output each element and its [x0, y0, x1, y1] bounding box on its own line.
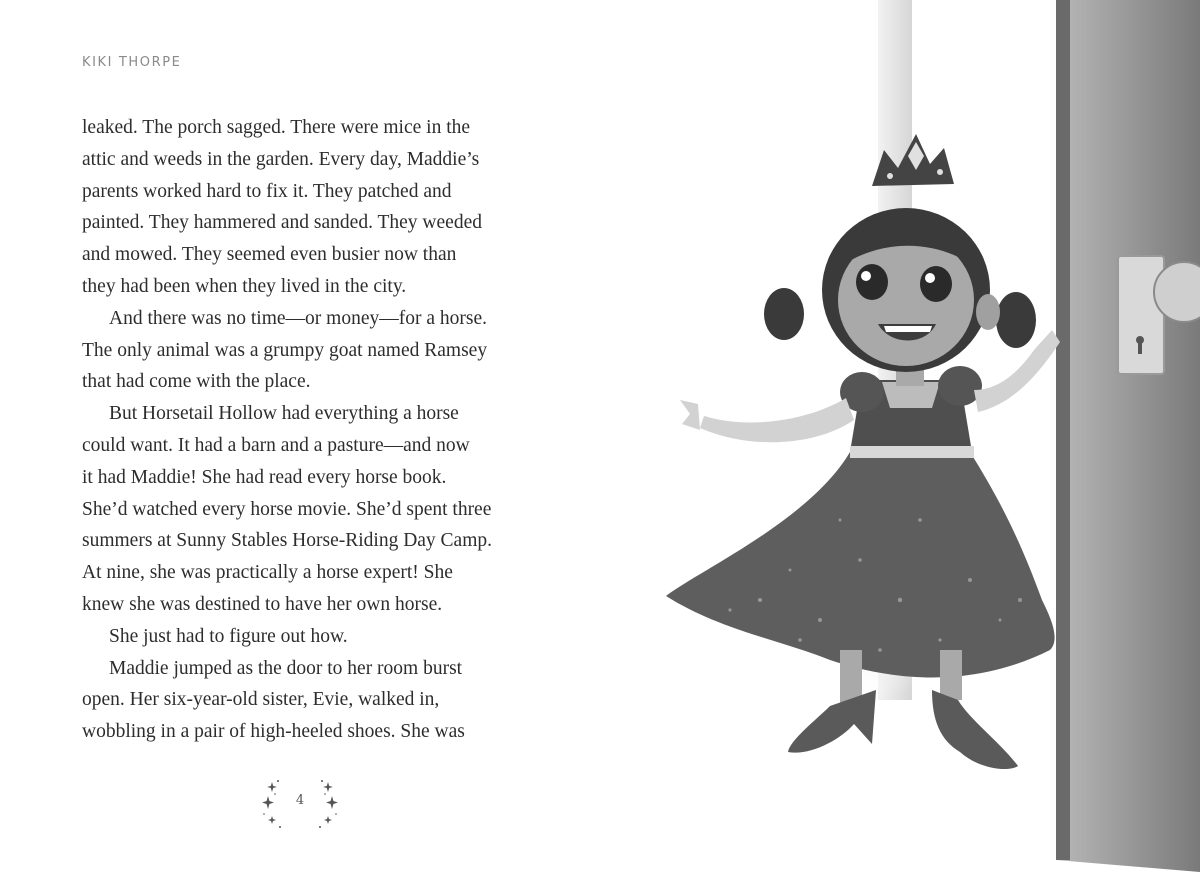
- text-line: open. Her six-year-old sister, Evie, walked in,: [82, 689, 440, 711]
- page-number: 4: [295, 793, 305, 808]
- text-line: attic and weeds in the garden. Every day, Maddie’s: [82, 148, 480, 170]
- text-line: The only animal was a grumpy goat named Ramsey: [82, 339, 488, 361]
- running-head: KIKI THORPE: [82, 55, 182, 70]
- text-line: parents worked hard to fix it. They patched and: [82, 180, 452, 202]
- text-line: At nine, she was practically a horse expert! She: [82, 562, 453, 584]
- text-line: But Horsetail Hollow had everything a horse: [109, 403, 459, 425]
- text-line: painted. They hammered and sanded. They weeded: [82, 212, 482, 234]
- text-line: that had come with the place.: [82, 371, 311, 393]
- text-line: leaked. The porch sagged. There were mice in the: [82, 117, 471, 138]
- girl-in-princess-dress-illustration: [640, 0, 1200, 872]
- text-line: She’d watched every horse movie. She’d spent three: [82, 498, 492, 520]
- page-number-ornament: [258, 778, 342, 832]
- text-line: and mowed. They seemed even busier now than: [82, 244, 457, 266]
- illustration: [640, 0, 1200, 872]
- text-line: they had been when they lived in the city.: [82, 275, 407, 297]
- text-line: it had Maddie! She had read every horse book.: [82, 466, 447, 488]
- body-text: [82, 112, 522, 748]
- text-line: could want. It had a barn and a pasture—and now: [82, 434, 470, 456]
- text-line: And there was no time—or money—for a horse.: [109, 307, 487, 329]
- text-line: wobbling in a pair of high-heeled shoes. She was: [82, 721, 465, 743]
- text-line: She just had to figure out how.: [109, 625, 348, 647]
- text-line: summers at Sunny Stables Horse-Riding Day Camp.: [82, 530, 493, 552]
- text-line: knew she was destined to have her own horse.: [82, 593, 443, 615]
- text-line: Maddie jumped as the door to her room burst: [109, 657, 463, 679]
